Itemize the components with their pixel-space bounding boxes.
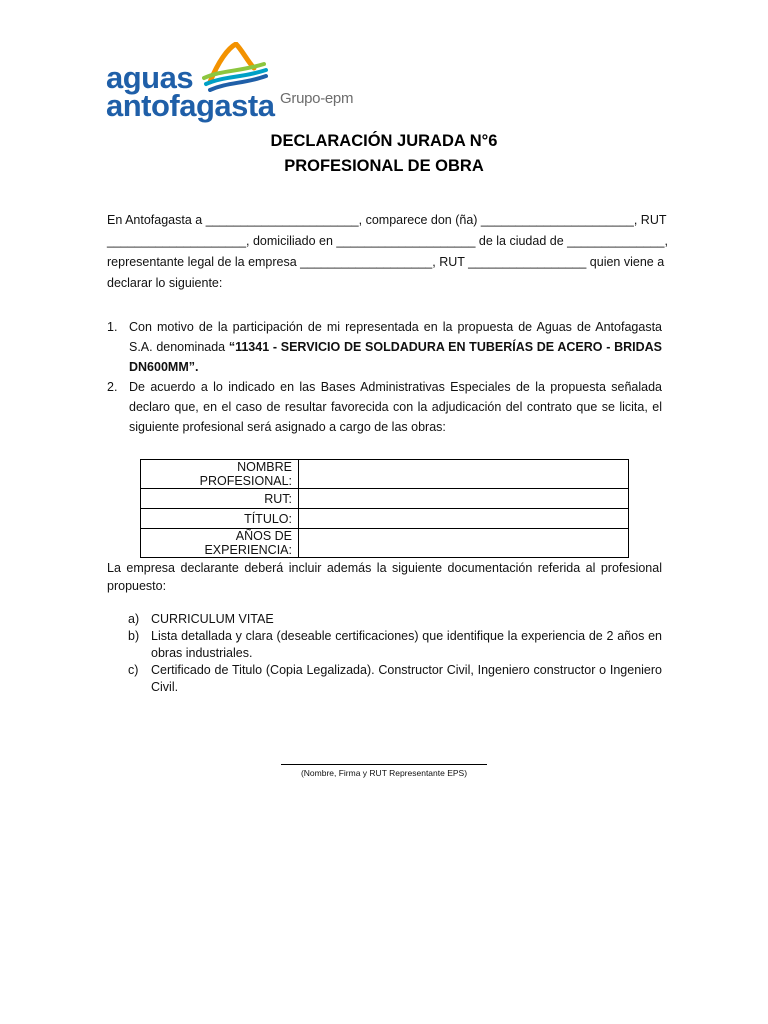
table-label: NOMBRE PROFESIONAL: xyxy=(141,460,299,489)
table-value-field[interactable] xyxy=(299,489,629,509)
document-title: DECLARACIÓN JURADA N°6 xyxy=(270,132,498,150)
documentation-intro: La empresa declarante deberá incluir además la siguiente documentación referida al profesional propuesto: xyxy=(107,561,662,593)
intro-line: representante legal de la empresa ___________________, RUT _________________ quien viene a xyxy=(107,255,665,269)
documentation-list xyxy=(128,611,662,696)
signature-label: (Nombre, Firma y RUT Representante EPS) xyxy=(300,768,468,778)
company-logo xyxy=(104,40,364,135)
table-row xyxy=(141,460,629,489)
table-label: TÍTULO: xyxy=(141,509,299,529)
table-value-field[interactable] xyxy=(299,460,629,489)
intro-line: declarar lo siguiente: xyxy=(107,276,223,290)
table-row xyxy=(141,489,629,509)
intro-paragraph xyxy=(107,210,668,294)
list-item: c) Certificado de Titulo (Copia Legalizada). Constructor Civil, Ingeniero constructor o Ingeniero Civil. xyxy=(128,663,662,694)
wave-logo-icon xyxy=(202,42,268,92)
list-item: a) CURRICULUM VITAE xyxy=(128,612,274,626)
list-item: 2. De acuerdo a lo indicado en las Bases Administrativas Especiales de la propuesta señalada declaro que, en el caso de resultar favorecida con la adjudicación del contrato que se licita, el siguiente profesional será asignado a cargo de las obras: xyxy=(107,380,662,434)
table-value-field[interactable] xyxy=(299,529,629,558)
table-label: RUT: xyxy=(141,489,299,509)
list-item: 1. Con motivo de la participación de mi representada en la propuesta de Aguas de Antofagasta S.A. denominada “11341 - SERVICIO DE SOLDADURA EN TUBERÍAS DE ACERO - BRIDAS DN600MM”. xyxy=(107,320,663,374)
intro-line: En Antofagasta a ______________________, comparece don (ña) ______________________, RUT xyxy=(107,213,667,227)
list-item: b) Lista detallada y clara (deseable certificaciones) que identifique la experiencia de 2 años en obras industriales. xyxy=(128,629,662,660)
logo-text-line1: aguas xyxy=(106,60,194,95)
table-label: AÑOS DE EXPERIENCIA: xyxy=(141,529,299,558)
numbered-list xyxy=(107,317,662,437)
intro-line: ____________________, domiciliado en ____________________ de la ciudad de ______________, xyxy=(107,234,668,248)
document-subtitle: PROFESIONAL DE OBRA xyxy=(284,157,484,175)
table-row xyxy=(141,529,629,558)
logo-text-line2: antofagasta xyxy=(106,88,275,123)
table-value-field[interactable] xyxy=(299,509,629,529)
group-logo-text: Grupo-epm xyxy=(280,90,354,107)
signature-line xyxy=(281,764,487,765)
professional-table xyxy=(140,459,629,558)
table-row xyxy=(141,509,629,529)
